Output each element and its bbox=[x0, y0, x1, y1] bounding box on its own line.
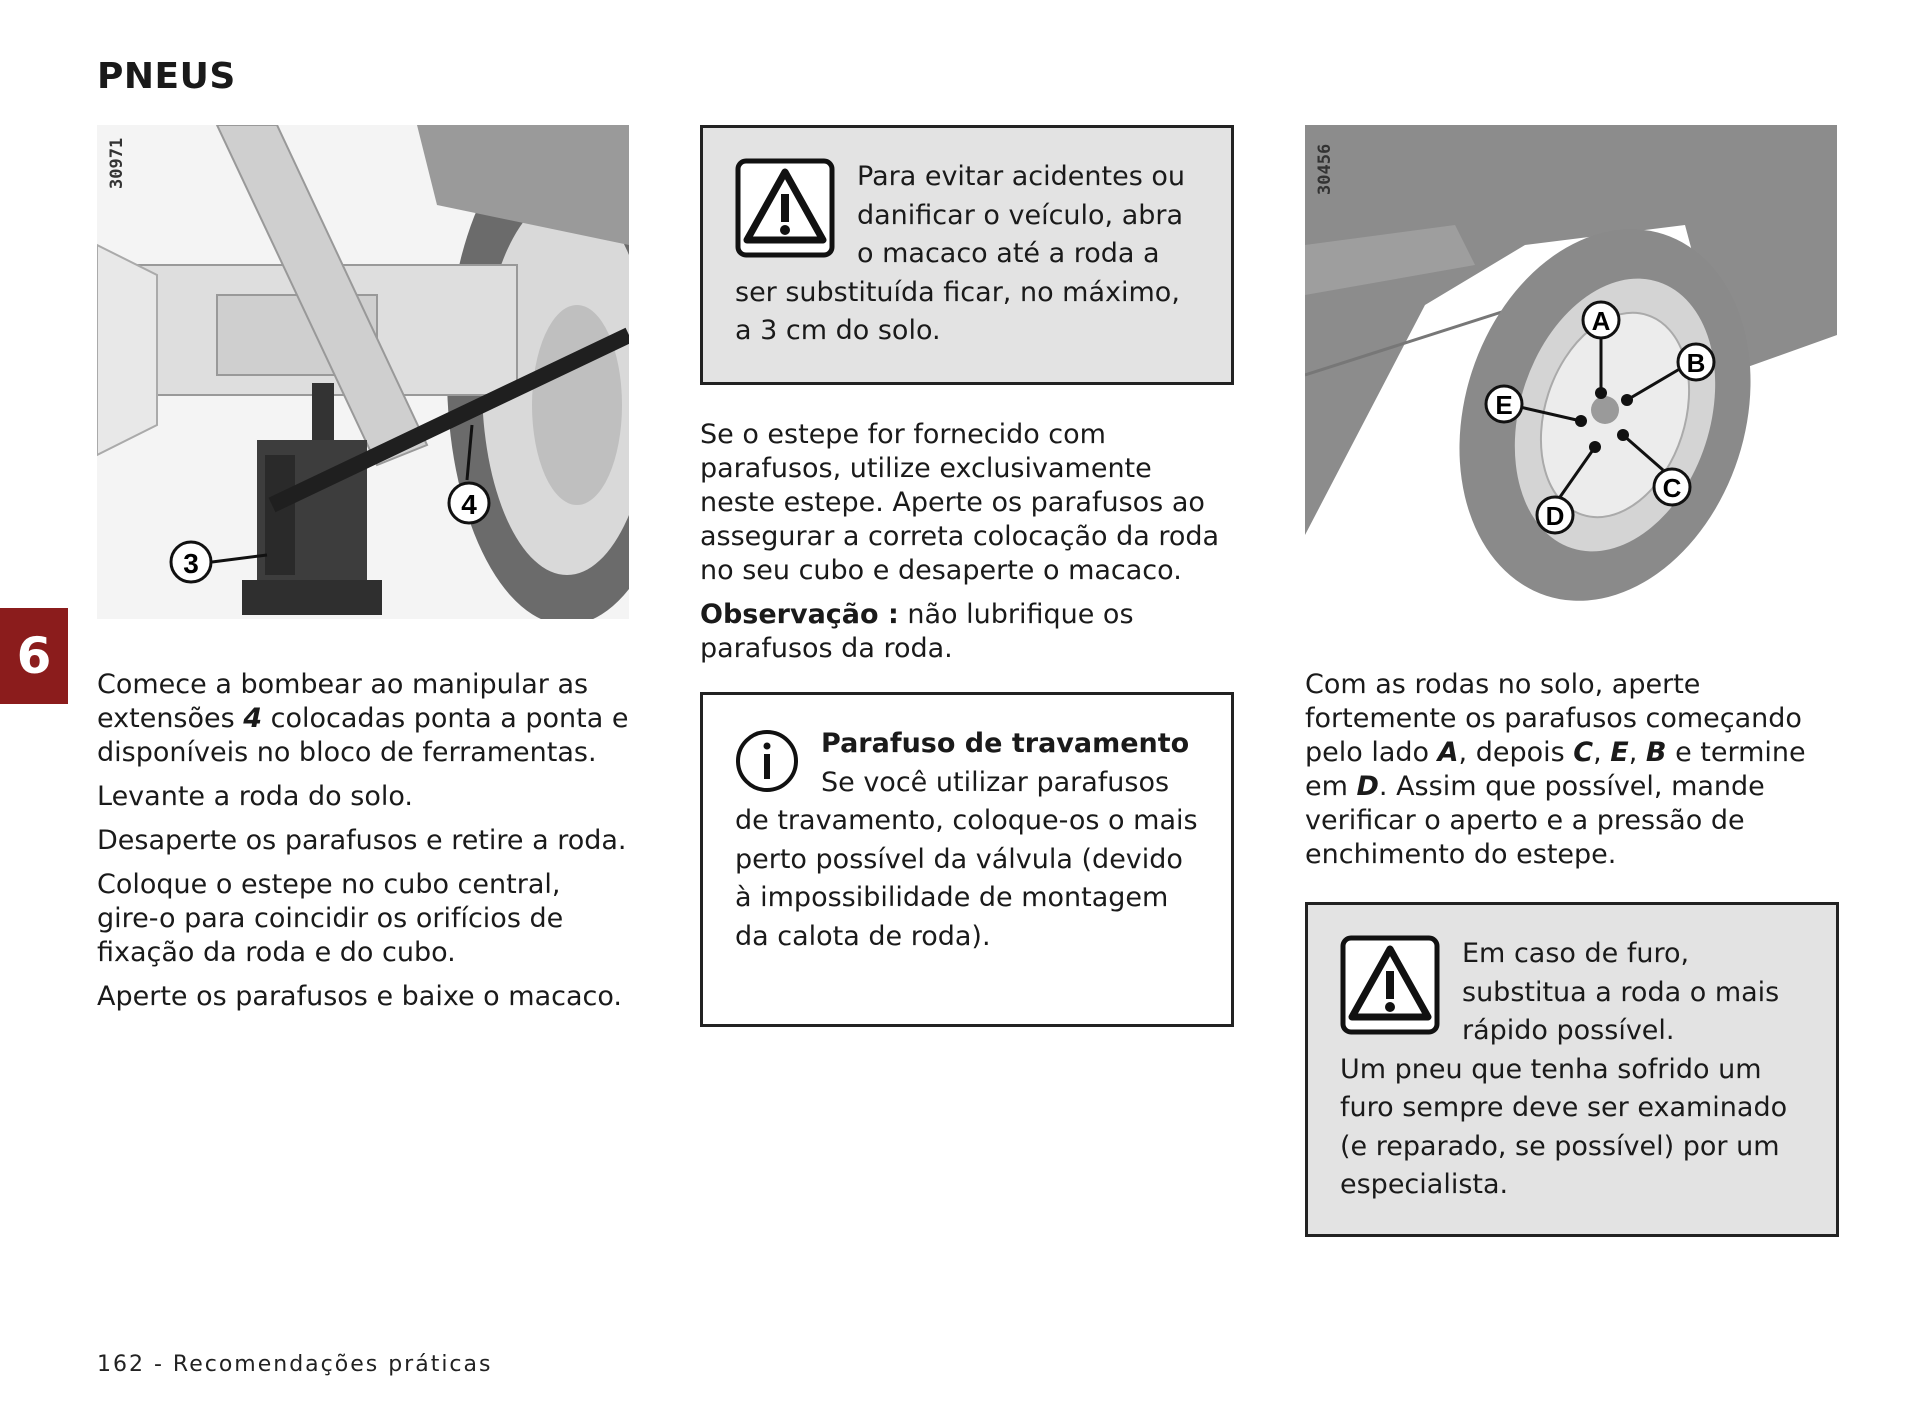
observation-label: Observação : bbox=[700, 599, 899, 630]
callout-3: 3 bbox=[183, 548, 199, 579]
figure-number: 30971 bbox=[107, 137, 127, 189]
callout-b: B bbox=[1686, 348, 1706, 378]
info-box bbox=[700, 692, 1234, 1027]
page-title: PNEUS bbox=[97, 56, 236, 97]
jack-illustration bbox=[97, 125, 629, 619]
instruction-paragraph: Aperte os parafusos e baixe o macaco. bbox=[97, 981, 622, 1012]
puncture-warning-text-2: Um pneu que tenha sofrido um furo sempre deve ser examinado (e reparado, se possível) por um especialista. bbox=[1340, 1053, 1788, 1200]
puncture-warning-text: Em caso de furo, substitua a roda o mais rápido possível. bbox=[1462, 938, 1780, 1046]
warning-box bbox=[700, 125, 1234, 385]
instruction-paragraph: Coloque o estepe no cubo central, gire-o para coincidir os orifícios de fixação da roda e do cubo. bbox=[97, 869, 564, 968]
instruction-paragraph: Levante a roda do solo. bbox=[97, 781, 413, 812]
info-text: Parafuso de travamento Se você utilizar parafusos de travamento, coloque-os o mais perto possível da válvula (devido à impossibilidade de montagem da calota de roda). bbox=[735, 728, 1198, 952]
column-middle-text bbox=[700, 418, 1232, 676]
column-right-text bbox=[1305, 668, 1837, 882]
warning-icon bbox=[1340, 935, 1440, 1035]
tightening-order-paragraph: Com as rodas no solo, aperte fortemente os parafusos começando pelo lado A, depois C, E, B e termine em D. Assim que possível, mande verificar o aperto e a pressão de enchimento do estepe. bbox=[1305, 669, 1806, 870]
column-left-text bbox=[97, 668, 629, 1024]
callout-d: D bbox=[1545, 501, 1565, 531]
warning-text: Para evitar acidentes ou danificar o veículo, abra o macaco até a roda a ser substituída ficar, no máximo, a 3 cm do solo. bbox=[735, 161, 1185, 346]
instruction-paragraph: Desaperte os parafusos e retire a roda. bbox=[97, 825, 627, 856]
instruction-paragraph: Comece a bombear ao manipular as extensões 4 colocadas ponta a ponta e disponíveis no bloco de ferramentas. bbox=[97, 669, 629, 768]
figure-number: 30456 bbox=[1315, 143, 1335, 195]
wheel-drawing bbox=[1305, 125, 1837, 619]
callout-c: C bbox=[1662, 473, 1682, 503]
callout-e: E bbox=[1495, 390, 1513, 420]
observation-paragraph: Observação : não lubrifique os parafusos da roda. bbox=[700, 599, 1134, 664]
wheel-illustration bbox=[1305, 125, 1837, 619]
page-footer: 162 - Recomendações práticas bbox=[97, 1352, 493, 1377]
spare-bolts-paragraph: Se o estepe for fornecido com parafusos, utilize exclusivamente neste estepe. Aperte os parafusos ao assegurar a correta colocação da roda no seu cubo e desaperte o macaco. bbox=[700, 419, 1220, 586]
chapter-tab: 6 bbox=[0, 608, 68, 704]
puncture-warning-box bbox=[1305, 902, 1839, 1237]
warning-icon bbox=[735, 158, 835, 258]
info-icon bbox=[735, 729, 799, 793]
callout-4: 4 bbox=[461, 489, 477, 520]
callout-a: A bbox=[1591, 306, 1611, 336]
info-title: Parafuso de travamento bbox=[821, 728, 1190, 759]
jack-drawing bbox=[97, 125, 629, 619]
